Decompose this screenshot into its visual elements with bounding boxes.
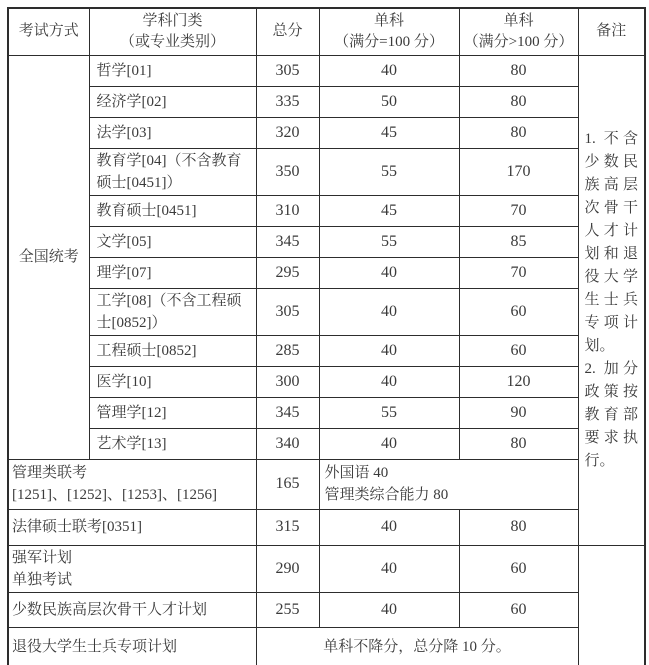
total-cell: 255 [256,592,319,627]
col-header-single-gt100: 单科 （满分>100 分） [459,8,578,55]
singlegt100-cell: 170 [459,148,578,195]
singlegt100-cell: 60 [459,545,578,592]
single100-cell: 40 [319,366,459,397]
singlegt100-cell: 80 [459,117,578,148]
remark-empty-cell [578,545,645,665]
subject-cell: 理学[07] [89,257,256,288]
col-header-discipline: 学科门类 （或专业类别） [89,8,256,55]
single100-cell: 40 [319,288,459,335]
subject-cell: 哲学[01] [89,55,256,86]
single-merged-cell: 外国语 40 管理类综合能力 80 [319,459,578,509]
singlegt100-cell: 60 [459,592,578,627]
col-header-remark: 备注 [578,8,645,55]
singlegt100-cell: 80 [459,55,578,86]
col-header-total-score: 总分 [256,8,319,55]
subject-cell: 文学[05] [89,226,256,257]
table-row-engineering [8,288,645,335]
subject-cell: 教育硕士[0451] [89,195,256,226]
veteran-note-cell: 单科不降分，总分降 10 分。 [256,627,578,665]
total-cell: 350 [256,148,319,195]
single100-cell: 40 [319,545,459,592]
subject-cell: 法学[03] [89,117,256,148]
total-cell: 285 [256,335,319,366]
table-row-management-joint-exam [8,459,645,509]
subject-cell: 工程硕士[0852] [89,335,256,366]
table-row-science [8,257,645,288]
table-row-minority-plan [8,592,645,627]
subject-cell: 工学[08]（不含工程硕士[0852]） [89,288,256,335]
total-cell: 310 [256,195,319,226]
total-cell: 300 [256,366,319,397]
exam-label-cell: 退役大学生士兵专项计划 [8,627,256,665]
table-row-literature [8,226,645,257]
table-row-education [8,148,645,195]
single100-cell: 45 [319,195,459,226]
exam-label-cell: 少数民族高层次骨干人才计划 [8,592,256,627]
single100-cell: 55 [319,148,459,195]
total-cell: 165 [256,459,319,509]
singlegt100-cell: 80 [459,428,578,459]
singlegt100-cell: 80 [459,86,578,117]
subject-cell: 经济学[02] [89,86,256,117]
singlegt100-cell: 70 [459,195,578,226]
table-row-management [8,397,645,428]
singlegt100-cell: 90 [459,397,578,428]
header-row [8,8,645,55]
table-row-philosophy [8,55,645,86]
exam-method-group-cell: 全国统考 [8,55,89,459]
col-header-single-eq100: 单科 （满分=100 分） [319,8,459,55]
subject-cell: 医学[10] [89,366,256,397]
total-cell: 340 [256,428,319,459]
singlegt100-cell: 60 [459,288,578,335]
exam-label-cell: 法律硕士联考[0351] [8,509,256,545]
total-cell: 305 [256,288,319,335]
singlegt100-cell: 80 [459,509,578,545]
total-cell: 305 [256,55,319,86]
single100-cell: 55 [319,226,459,257]
single100-cell: 45 [319,117,459,148]
singlegt100-cell: 85 [459,226,578,257]
singlegt100-cell: 120 [459,366,578,397]
table-row-medicine [8,366,645,397]
col-header-exam-method: 考试方式 [8,8,89,55]
subject-cell: 艺术学[13] [89,428,256,459]
table-row-economics [8,86,645,117]
subject-cell: 教育学[04]（不含教育硕士[0451]） [89,148,256,195]
total-cell: 335 [256,86,319,117]
single100-cell: 55 [319,397,459,428]
single100-cell: 40 [319,257,459,288]
total-cell: 315 [256,509,319,545]
table-row-engineering-master [8,335,645,366]
singlegt100-cell: 70 [459,257,578,288]
single100-cell: 40 [319,428,459,459]
total-cell: 345 [256,397,319,428]
table-row-education-master [8,195,645,226]
single100-cell: 40 [319,509,459,545]
remark-cell: 1. 不含少数民族高层次骨干人才计划和退役大学生士兵专项计划。 2. 加分政策按教育部要求执行。 [578,55,645,545]
exam-label-cell: 管理类联考 [1251]、[1252]、[1253]、[1256] [8,459,256,509]
total-cell: 290 [256,545,319,592]
total-cell: 320 [256,117,319,148]
single100-cell: 40 [319,335,459,366]
score-line-table [7,7,646,665]
table-row-military-plan [8,545,645,592]
total-cell: 345 [256,226,319,257]
exam-label-cell: 强军计划 单独考试 [8,545,256,592]
total-cell: 295 [256,257,319,288]
table-row-art [8,428,645,459]
single100-cell: 40 [319,55,459,86]
table-row-veteran-plan [8,627,645,665]
singlegt100-cell: 60 [459,335,578,366]
single100-cell: 50 [319,86,459,117]
table-row-law-master-joint-exam [8,509,645,545]
subject-cell: 管理学[12] [89,397,256,428]
single100-cell: 40 [319,592,459,627]
table-row-law [8,117,645,148]
